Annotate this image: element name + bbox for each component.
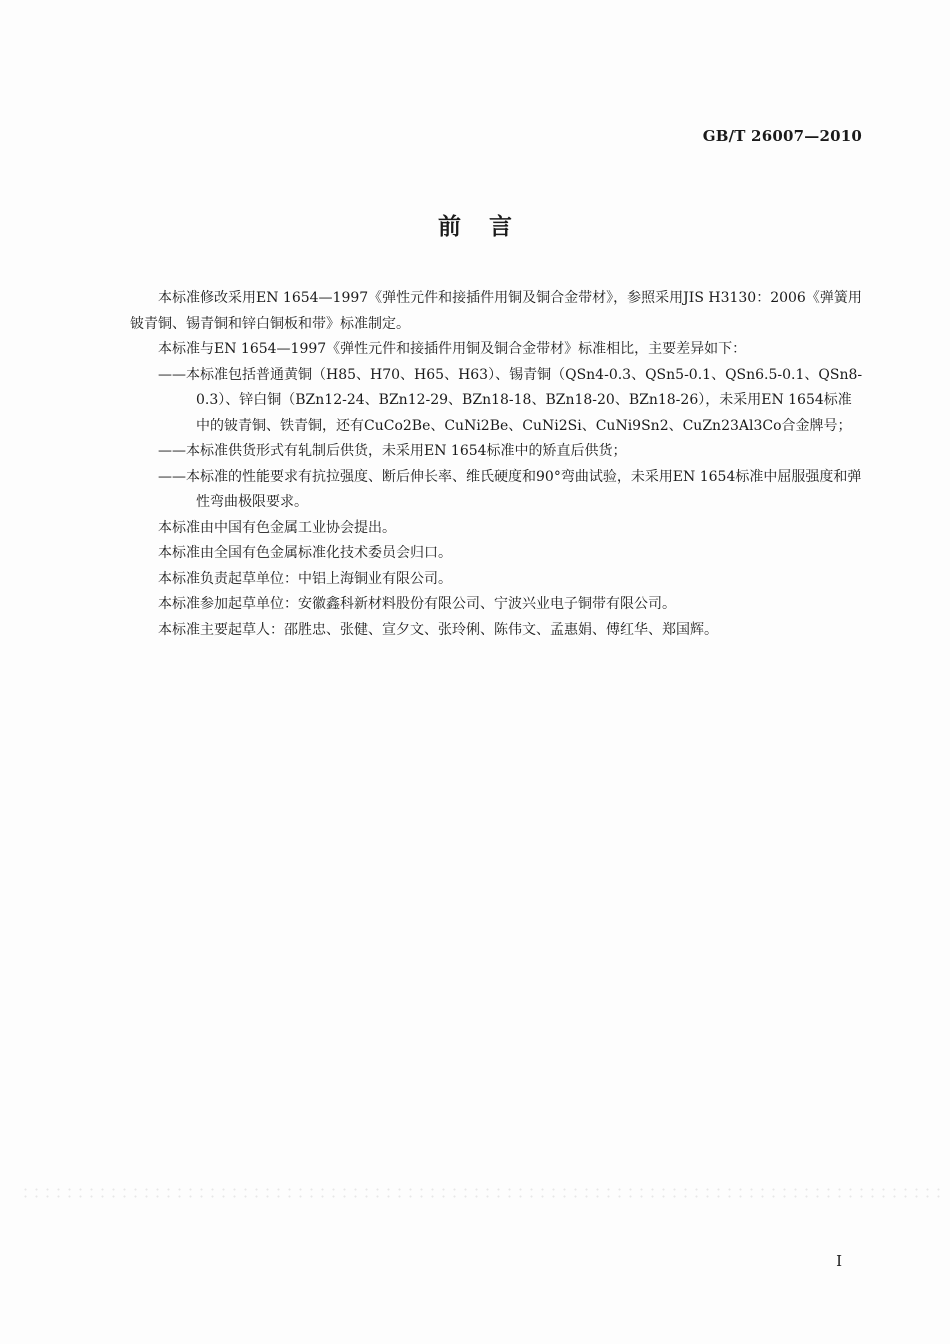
page-title: 前言 — [438, 214, 540, 240]
difference-item-supply: ——本标准供货形式有轧制后供货，未采用EN 1654标准中的矫直后供货； — [158, 443, 627, 459]
paragraph-committee: 本标准由全国有色金属标准化技术委员会归口。 — [158, 545, 452, 561]
paragraph-drafting-unit: 本标准负责起草单位：中铝上海铜业有限公司。 — [158, 570, 452, 587]
paragraph-proposer: 本标准由中国有色金属工业协会提出。 — [158, 519, 396, 536]
standard-number: GB/T 26007—2010 — [702, 127, 862, 145]
difference-item-properties: ——本标准的性能要求有抗拉强度、断后伸长率、维氏硬度和90°弯曲试验，未采用EN 1654标准中屈服强度和弹性弯曲极限要求。 — [158, 468, 862, 510]
scan-artifact — [20, 1186, 940, 1200]
foreword-body — [130, 286, 865, 643]
paragraph-drafters: 本标准主要起草人：邵胜忠、张健、宣夕文、张玲俐、陈伟文、孟惠娟、傅红华、郑国辉。 — [158, 621, 718, 638]
paragraph-participating-units: 本标准参加起草单位：安徽鑫科新材料股份有限公司、宁波兴业电子铜带有限公司。 — [158, 596, 676, 612]
difference-item-grades: ——本标准包括普通黄铜（H85、H70、H65、H63）、锡青铜（QSn4-0.3、QSn5-0.1、QSn6.5-0.1、QSn8-0.3）、锌白铜（BZn12-24、BZn12-29、BZn18-18、BZn18-20、BZn18-26），未采用EN 1654标准中的铍青铜、铁青铜，还有CuCo2Be、CuNi2Be、CuNi2Si、CuNi9Sn2、CuZn23Al3Co合金牌号； — [158, 366, 863, 434]
paragraph-differences-intro: 本标准与EN 1654—1997《弹性元件和接插件用铜及铜合金带材》标准相比，主要差异如下： — [158, 341, 747, 357]
page-number: I — [836, 1252, 842, 1270]
paragraph-adoption: 本标准修改采用EN 1654—1997《弹性元件和接插件用铜及铜合金带材》，参照采用JIS H3130：2006《弹簧用铍青铜、锡青铜和锌白铜板和带》标准制定。 — [130, 290, 862, 332]
